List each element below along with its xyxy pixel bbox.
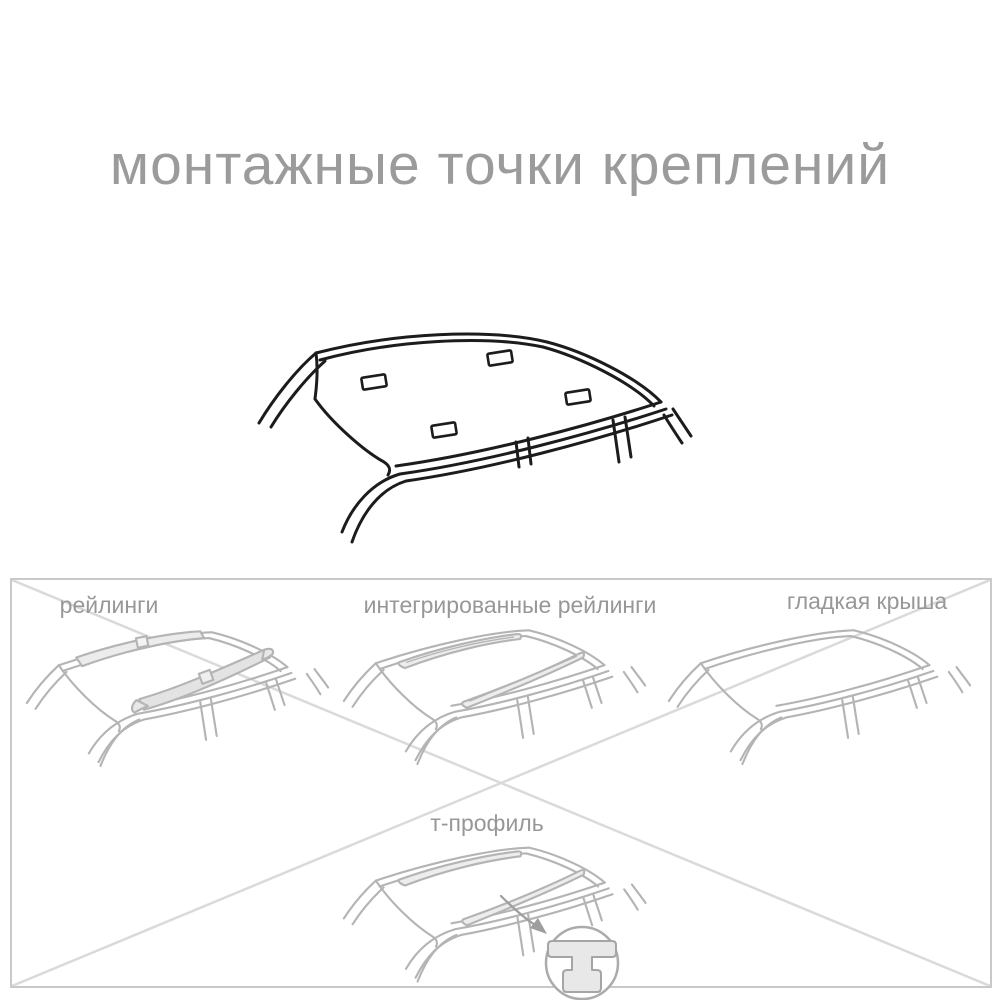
mount-type-raised-rails	[22, 618, 332, 788]
mounting-point-marker	[431, 422, 457, 438]
mount-type-integrated-rails	[339, 616, 649, 786]
raised-rails-roof-drawing	[22, 618, 332, 788]
mount-type-smooth-roof	[664, 616, 974, 786]
mount-type-t-profile	[335, 836, 665, 1000]
mount-type-label-raised-rails: рейлинги	[59, 592, 159, 618]
mount-type-label-integrated-rails: интегрированные рейлинги	[363, 592, 657, 618]
main-car-roof-drawing	[228, 316, 708, 566]
mount-type-label-t-profile: т-профиль	[430, 810, 544, 836]
t-profile-roof-drawing	[335, 836, 665, 1000]
page-title: монтажные точки креплений	[109, 133, 891, 197]
smooth-roof-drawing	[664, 616, 974, 786]
mounting-point-marker	[361, 374, 387, 390]
integrated-rails-roof-drawing	[339, 616, 649, 786]
mount-type-label-smooth-roof: гладкая крыша	[786, 588, 948, 614]
t-profile-cross-section-icon	[546, 927, 618, 999]
mount-types-panel	[10, 578, 992, 988]
mounting-point-marker	[487, 350, 513, 366]
mounting-point-marker	[565, 389, 591, 405]
